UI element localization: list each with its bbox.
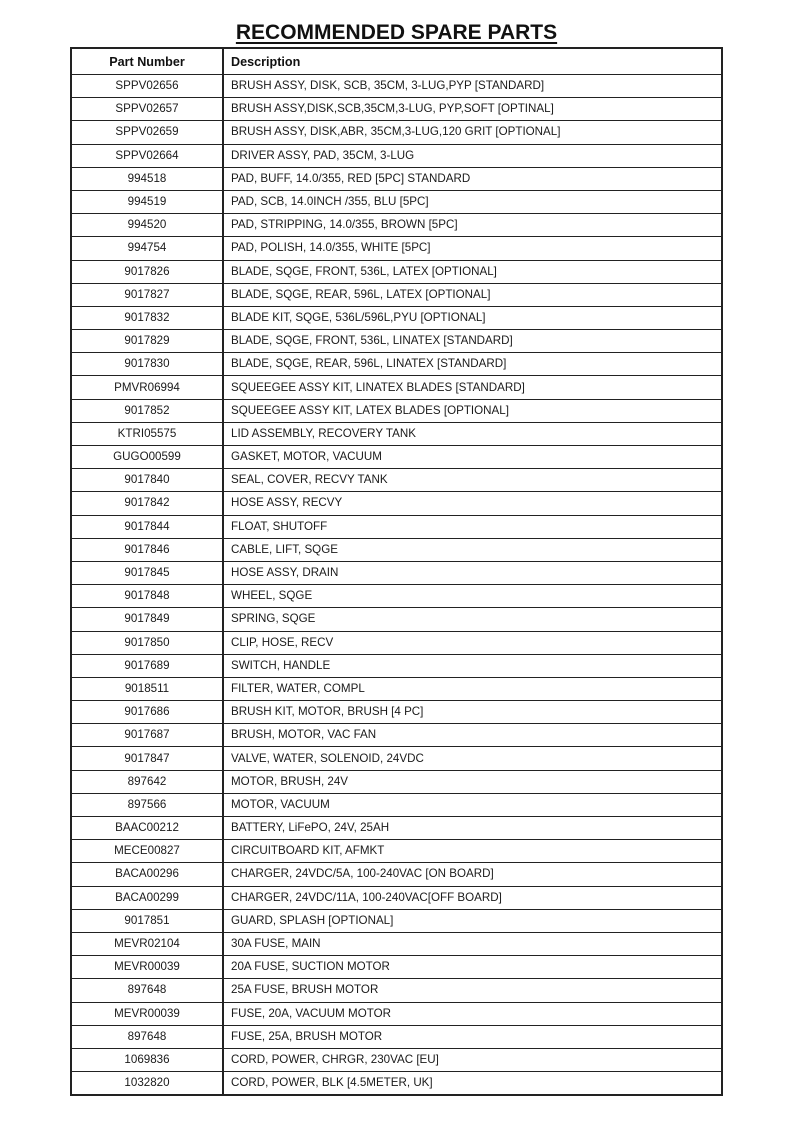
part-number-cell: 9018511 [71, 677, 223, 700]
part-number-cell: 994520 [71, 214, 223, 237]
table-row [71, 840, 722, 863]
part-number-cell: MEVR00039 [71, 956, 223, 979]
part-number-cell: SPPV02664 [71, 144, 223, 167]
part-number-cell: 9017827 [71, 283, 223, 306]
table-row [71, 330, 722, 353]
part-number-cell: BAAC00212 [71, 817, 223, 840]
table-row [71, 724, 722, 747]
table-row [71, 469, 722, 492]
description-cell: CABLE, LIFT, SQGE [223, 538, 722, 561]
part-number-cell: 9017842 [71, 492, 223, 515]
part-number-cell: 9017844 [71, 515, 223, 538]
table-row [71, 376, 722, 399]
table-row [71, 909, 722, 932]
description-cell: HOSE ASSY, RECVY [223, 492, 722, 515]
part-number-cell: 9017832 [71, 306, 223, 329]
table-header-row [71, 48, 722, 75]
table-row [71, 538, 722, 561]
table-row [71, 1048, 722, 1071]
description-cell: CLIP, HOSE, RECV [223, 631, 722, 654]
part-number-cell: 9017826 [71, 260, 223, 283]
description-cell: MOTOR, BRUSH, 24V [223, 770, 722, 793]
description-cell: SQUEEGEE ASSY KIT, LATEX BLADES [OPTIONAL] [223, 399, 722, 422]
table-row [71, 979, 722, 1002]
part-number-cell: 994518 [71, 167, 223, 190]
part-number-cell: KTRI05575 [71, 422, 223, 445]
description-cell: BRUSH, MOTOR, VAC FAN [223, 724, 722, 747]
part-number-cell: 9017846 [71, 538, 223, 561]
part-number-header: Part Number [71, 48, 223, 75]
description-cell: 25A FUSE, BRUSH MOTOR [223, 979, 722, 1002]
table-row [71, 863, 722, 886]
table-row [71, 608, 722, 631]
description-cell: BRUSH ASSY,DISK,SCB,35CM,3-LUG, PYP,SOFT [OPTINAL] [223, 98, 722, 121]
table-row [71, 701, 722, 724]
description-cell: PAD, SCB, 14.0INCH /355, BLU [5PC] [223, 190, 722, 213]
table-row [71, 515, 722, 538]
part-number-cell: 9017686 [71, 701, 223, 724]
part-number-cell: BACA00296 [71, 863, 223, 886]
part-number-cell: 9017829 [71, 330, 223, 353]
part-number-cell: 994519 [71, 190, 223, 213]
table-row [71, 144, 722, 167]
description-cell: BLADE, SQGE, REAR, 596L, LINATEX [STANDARD] [223, 353, 722, 376]
table-row [71, 817, 722, 840]
table-row [71, 654, 722, 677]
description-cell: FUSE, 20A, VACUUM MOTOR [223, 1002, 722, 1025]
part-number-cell: SPPV02656 [71, 75, 223, 98]
description-cell: WHEEL, SQGE [223, 585, 722, 608]
table-row [71, 422, 722, 445]
spare-parts-table [70, 47, 723, 1096]
part-number-cell: 9017848 [71, 585, 223, 608]
table-row [71, 399, 722, 422]
table-row [71, 747, 722, 770]
table-row [71, 260, 722, 283]
description-cell: SWITCH, HANDLE [223, 654, 722, 677]
part-number-cell: 994754 [71, 237, 223, 260]
description-cell: CORD, POWER, CHRGR, 230VAC [EU] [223, 1048, 722, 1071]
table-row [71, 190, 722, 213]
table-row [71, 75, 722, 98]
part-number-cell: 897566 [71, 793, 223, 816]
table-row [71, 631, 722, 654]
description-cell: BLADE, SQGE, FRONT, 536L, LINATEX [STANDARD] [223, 330, 722, 353]
description-cell: BRUSH ASSY, DISK, SCB, 35CM, 3-LUG,PYP [STANDARD] [223, 75, 722, 98]
description-cell: CORD, POWER, BLK [4.5METER, UK] [223, 1072, 722, 1096]
part-number-cell: BACA00299 [71, 886, 223, 909]
description-cell: MOTOR, VACUUM [223, 793, 722, 816]
part-number-cell: 9017847 [71, 747, 223, 770]
description-cell: DRIVER ASSY, PAD, 35CM, 3-LUG [223, 144, 722, 167]
part-number-cell: MEVR02104 [71, 932, 223, 955]
part-number-cell: 9017852 [71, 399, 223, 422]
part-number-cell: 897642 [71, 770, 223, 793]
description-cell: GASKET, MOTOR, VACUUM [223, 446, 722, 469]
description-cell: FLOAT, SHUTOFF [223, 515, 722, 538]
part-number-cell: SPPV02657 [71, 98, 223, 121]
part-number-cell: MECE00827 [71, 840, 223, 863]
table-row [71, 1025, 722, 1048]
table-row [71, 446, 722, 469]
description-cell: SQUEEGEE ASSY KIT, LINATEX BLADES [STANDARD] [223, 376, 722, 399]
part-number-cell: 897648 [71, 979, 223, 1002]
description-cell: 20A FUSE, SUCTION MOTOR [223, 956, 722, 979]
description-cell: PAD, BUFF, 14.0/355, RED [5PC] STANDARD [223, 167, 722, 190]
description-cell: BLADE, SQGE, REAR, 596L, LATEX [OPTIONAL] [223, 283, 722, 306]
description-header: Description [223, 48, 722, 75]
part-number-cell: 9017845 [71, 561, 223, 584]
description-cell: LID ASSEMBLY, RECOVERY TANK [223, 422, 722, 445]
description-cell: VALVE, WATER, SOLENOID, 24VDC [223, 747, 722, 770]
table-row [71, 492, 722, 515]
part-number-cell: PMVR06994 [71, 376, 223, 399]
part-number-cell: GUGO00599 [71, 446, 223, 469]
description-cell: FUSE, 25A, BRUSH MOTOR [223, 1025, 722, 1048]
description-cell: BLADE, SQGE, FRONT, 536L, LATEX [OPTIONAL] [223, 260, 722, 283]
description-cell: PAD, POLISH, 14.0/355, WHITE [5PC] [223, 237, 722, 260]
description-cell: BATTERY, LiFePO, 24V, 25AH [223, 817, 722, 840]
table-row [71, 585, 722, 608]
table-row [71, 214, 722, 237]
part-number-cell: 9017687 [71, 724, 223, 747]
table-row [71, 306, 722, 329]
table-row [71, 167, 722, 190]
table-row [71, 886, 722, 909]
part-number-cell: SPPV02659 [71, 121, 223, 144]
description-cell: SEAL, COVER, RECVY TANK [223, 469, 722, 492]
table-row [71, 793, 722, 816]
part-number-cell: 897648 [71, 1025, 223, 1048]
description-cell: 30A FUSE, MAIN [223, 932, 722, 955]
description-cell: BRUSH KIT, MOTOR, BRUSH [4 PC] [223, 701, 722, 724]
part-number-cell: 9017840 [71, 469, 223, 492]
part-number-cell: 9017851 [71, 909, 223, 932]
description-cell: FILTER, WATER, COMPL [223, 677, 722, 700]
table-row [71, 1072, 722, 1096]
part-number-cell: 9017830 [71, 353, 223, 376]
table-row [71, 353, 722, 376]
table-row [71, 237, 722, 260]
table-row [71, 1002, 722, 1025]
table-row [71, 283, 722, 306]
table-row [71, 561, 722, 584]
table-row [71, 677, 722, 700]
table-body [71, 75, 722, 1096]
description-cell: GUARD, SPLASH [OPTIONAL] [223, 909, 722, 932]
description-cell: SPRING, SQGE [223, 608, 722, 631]
description-cell: BLADE KIT, SQGE, 536L/596L,PYU [OPTIONAL] [223, 306, 722, 329]
part-number-cell: 9017689 [71, 654, 223, 677]
page-title: RECOMMENDED SPARE PARTS [235, 21, 558, 44]
part-number-cell: 9017849 [71, 608, 223, 631]
table-row [71, 956, 722, 979]
description-cell: PAD, STRIPPING, 14.0/355, BROWN [5PC] [223, 214, 722, 237]
table-row [71, 121, 722, 144]
description-cell: BRUSH ASSY, DISK,ABR, 35CM,3-LUG,120 GRIT [OPTIONAL] [223, 121, 722, 144]
table-row [71, 770, 722, 793]
table-row [71, 98, 722, 121]
description-cell: CHARGER, 24VDC/11A, 100-240VAC[OFF BOARD] [223, 886, 722, 909]
description-cell: CHARGER, 24VDC/5A, 100-240VAC [ON BOARD] [223, 863, 722, 886]
part-number-cell: 1032820 [71, 1072, 223, 1096]
part-number-cell: 1069836 [71, 1048, 223, 1071]
table-row [71, 932, 722, 955]
part-number-cell: 9017850 [71, 631, 223, 654]
description-cell: CIRCUITBOARD KIT, AFMKT [223, 840, 722, 863]
part-number-cell: MEVR00039 [71, 1002, 223, 1025]
description-cell: HOSE ASSY, DRAIN [223, 561, 722, 584]
